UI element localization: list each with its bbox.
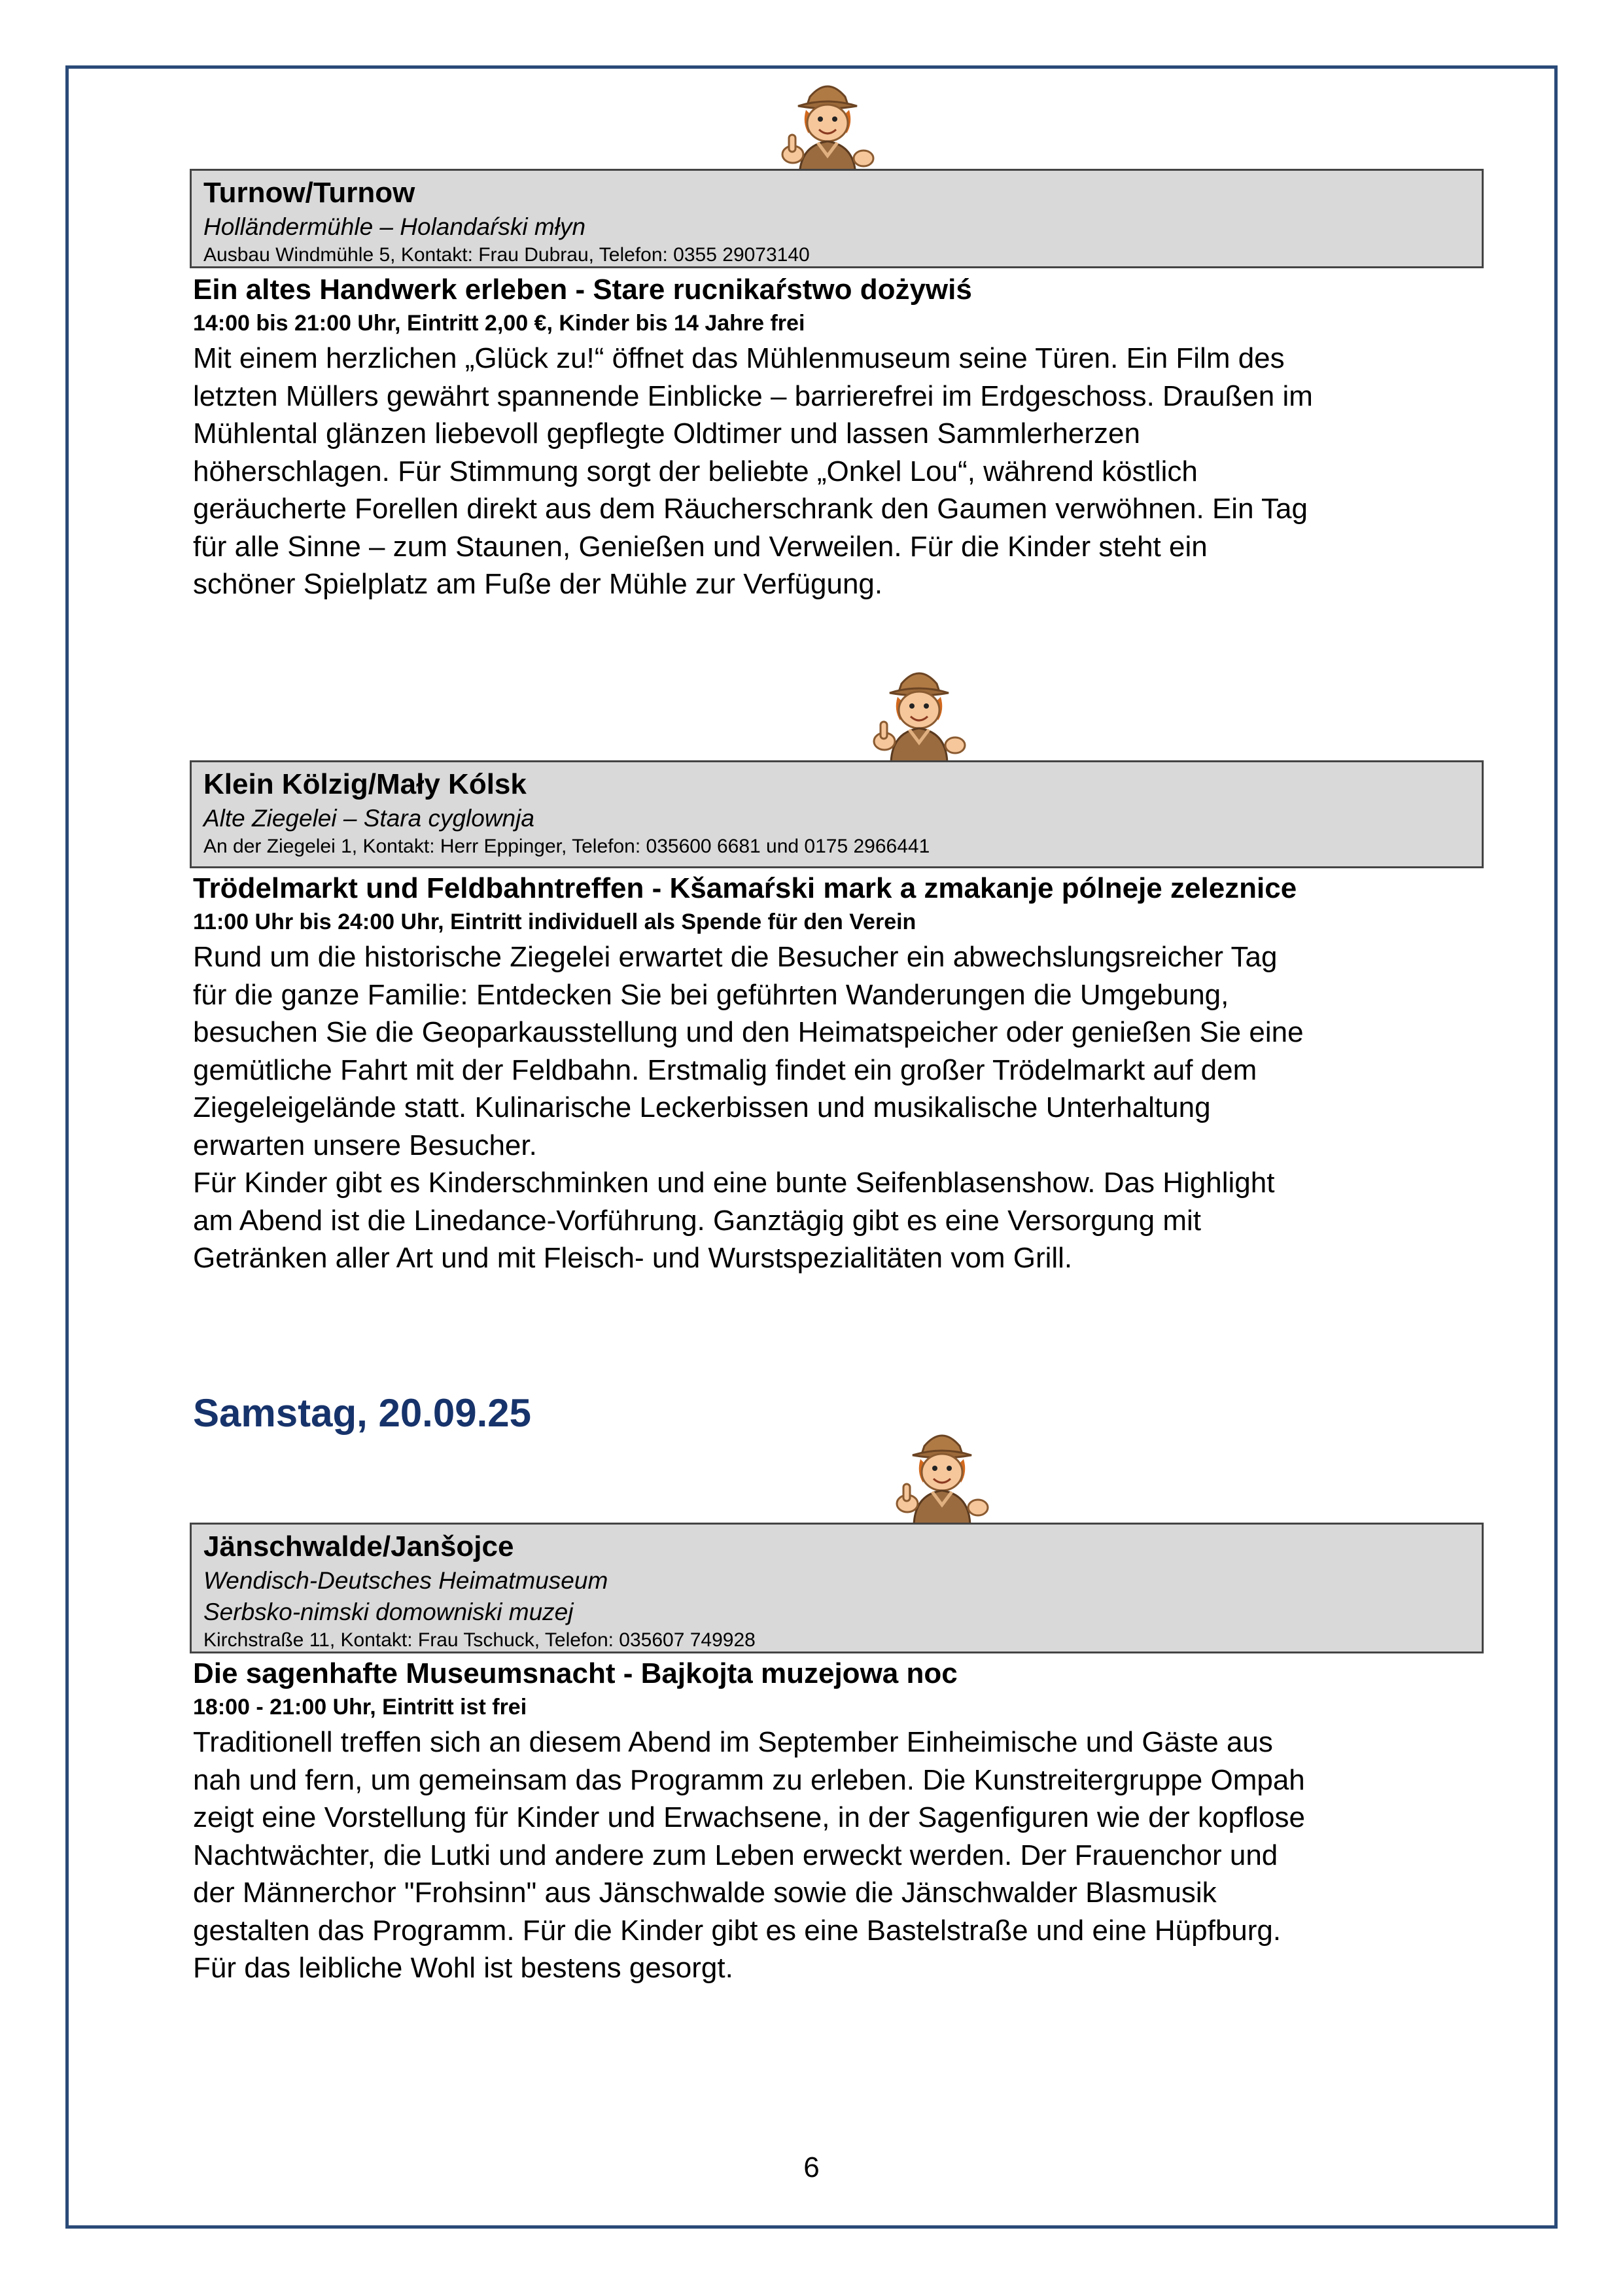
day-heading: Samstag, 20.09.25	[193, 1391, 532, 1435]
description-line: der Männerchor "Frohsinn" aus Jänschwalde sowie die Jänschwalder Blasmusik	[193, 1877, 1217, 1909]
location-header-box	[190, 169, 1484, 268]
description-line: höherschlagen. Für Stimmung sorgt der beliebte „Onkel Lou“, während köstlich	[193, 455, 1198, 487]
mascot-icon	[772, 77, 883, 175]
event-title: Trödelmarkt und Feldbahntreffen - Kšamaŕski mark a zmakanje pólneje zeleznice	[193, 872, 1297, 904]
location-name: Turnow/Turnow	[203, 177, 415, 209]
venue-name: Wendisch-Deutsches Heimatmuseum	[203, 1567, 608, 1594]
venue-name: Serbsko-nimski domowniski muzej	[203, 1598, 574, 1625]
contact-info: An der Ziegelei 1, Kontakt: Herr Eppinger, Telefon: 035600 6681 und 0175 2966441	[203, 836, 930, 857]
event-block	[193, 272, 1488, 603]
location-header-box	[190, 1523, 1484, 1653]
event-time-info: 18:00 - 21:00 Uhr, Eintritt ist frei	[193, 1695, 527, 1720]
location-name: Klein Kölzig/Mały Kólsk	[203, 768, 527, 800]
description-line: Getränken aller Art und mit Fleisch- und Wurstspezialitäten vom Grill.	[193, 1242, 1073, 1274]
event-title: Die sagenhafte Museumsnacht - Bajkojta muzejowa noc	[193, 1657, 958, 1689]
contact-info: Ausbau Windmühle 5, Kontakt: Frau Dubrau, Telefon: 0355 29073140	[203, 244, 810, 266]
contact-info: Kirchstraße 11, Kontakt: Frau Tschuck, Telefon: 035607 749928	[203, 1629, 756, 1651]
description-line: letzten Müllers gewährt spannende Einblicke – barrierefrei im Erdgeschoss. Draußen im	[193, 380, 1313, 412]
page-number: 6	[803, 2151, 820, 2183]
description-line: geräucherte Forellen direkt aus dem Räucherschrank den Gaumen verwöhnen. Ein Tag	[193, 493, 1308, 525]
venue-name: Holländermühle – Holandaŕski młyn	[203, 213, 586, 240]
event-block	[193, 870, 1488, 1277]
description-line: besuchen Sie die Geoparkausstellung und den Heimatspeicher oder genießen Sie eine	[193, 1016, 1304, 1048]
event-title: Ein altes Handwerk erleben - Stare rucnikaŕstwo dożywiś	[193, 274, 972, 306]
event-description	[193, 1723, 1488, 1987]
description-line: zeigt eine Vorstellung für Kinder und Erwachsene, in der Sagenfiguren wie der kopflose	[193, 1801, 1305, 1833]
mascot-icon	[864, 664, 975, 762]
description-line: Für das leibliche Wohl ist bestens gesorgt.	[193, 1952, 733, 1984]
description-line: gestalten das Programm. Für die Kinder gibt es eine Bastelstraße und eine Hüpfburg.	[193, 1914, 1282, 1947]
description-line: Ziegeleigelände statt. Kulinarische Leckerbissen und musikalische Unterhaltung	[193, 1091, 1211, 1123]
description-line: für alle Sinne – zum Staunen, Genießen und Verweilen. Für die Kinder steht ein	[193, 530, 1208, 563]
event-description	[193, 938, 1488, 1277]
venue-name: Alte Ziegelei – Stara cyglownja	[203, 805, 534, 832]
location-header-box	[190, 760, 1484, 868]
location-name: Jänschwalde/Janšojce	[203, 1530, 514, 1563]
event-time-info: 14:00 bis 21:00 Uhr, Eintritt 2,00 €, Kinder bis 14 Jahre frei	[193, 311, 805, 336]
description-line: schöner Spielplatz am Fuße der Mühle zur Verfügung.	[193, 568, 883, 600]
event-time-info: 11:00 Uhr bis 24:00 Uhr, Eintritt individuell als Spende für den Verein	[193, 910, 916, 934]
description-line: Mühlental glänzen liebevoll gepflegte Oldtimer und lassen Sammlerherzen	[193, 417, 1140, 450]
description-line: Rund um die historische Ziegelei erwartet die Besucher ein abwechslungsreicher Tag	[193, 941, 1278, 973]
description-line: Nachtwächter, die Lutki und andere zum Leben erweckt werden. Der Frauenchor und	[193, 1839, 1278, 1871]
description-line: erwarten unsere Besucher.	[193, 1129, 537, 1161]
description-line: Mit einem herzlichen „Glück zu!“ öffnet das Mühlenmuseum seine Türen. Ein Film des	[193, 342, 1285, 374]
description-line: am Abend ist die Linedance-Vorführung. Ganztägig gibt es eine Versorgung mit	[193, 1204, 1201, 1237]
event-block	[193, 1655, 1488, 1987]
description-line: Traditionell treffen sich an diesem Abend im September Einheimische und Gäste aus	[193, 1726, 1273, 1758]
description-line: Für Kinder gibt es Kinderschminken und eine bunte Seifenblasenshow. Das Highlight	[193, 1167, 1275, 1199]
mascot-icon	[886, 1426, 998, 1525]
description-line: gemütliche Fahrt mit der Feldbahn. Erstmalig findet ein großer Trödelmarkt auf dem	[193, 1053, 1257, 1086]
description-line: für die ganze Familie: Entdecken Sie bei geführten Wanderungen die Umgebung,	[193, 978, 1229, 1011]
description-line: nah und fern, um gemeinsam das Programm zu erleben. Die Kunstreitergruppe Ompah	[193, 1763, 1305, 1796]
event-description	[193, 340, 1488, 603]
